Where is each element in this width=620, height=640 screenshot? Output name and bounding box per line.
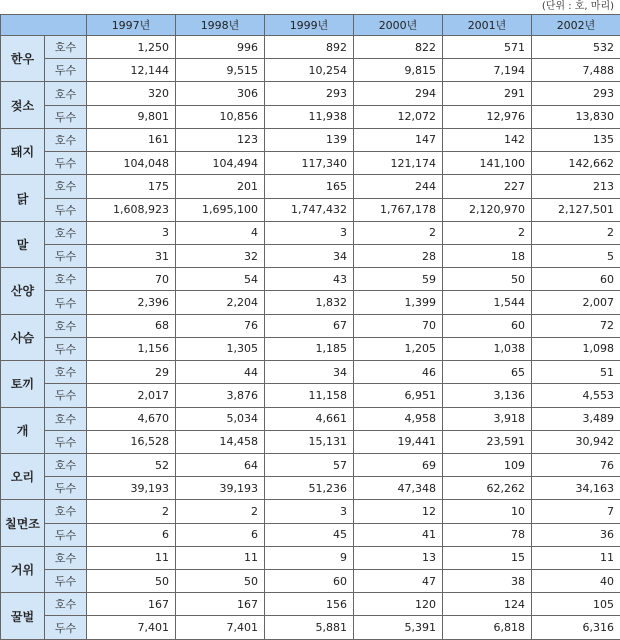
value-cell: 15	[443, 546, 532, 569]
category-cell: 칠면조	[1, 500, 45, 546]
table-row	[1, 36, 620, 59]
category-cell: 닭	[1, 175, 45, 221]
value-cell: 9,801	[87, 105, 176, 128]
value-cell: 6	[176, 523, 265, 546]
value-cell: 175	[87, 175, 176, 198]
year-header: 2000년	[354, 15, 443, 36]
value-cell: 6,818	[443, 616, 532, 640]
value-cell: 1,098	[532, 337, 620, 360]
sub-label-cell: 호수	[45, 453, 87, 476]
value-cell: 147	[354, 128, 443, 151]
value-cell: 3	[265, 221, 354, 244]
value-cell: 142,662	[532, 152, 620, 175]
value-cell: 10,254	[265, 59, 354, 82]
value-cell: 69	[354, 453, 443, 476]
value-cell: 165	[265, 175, 354, 198]
value-cell: 70	[354, 314, 443, 337]
value-cell: 10,856	[176, 105, 265, 128]
value-cell: 36	[532, 523, 620, 546]
sub-label-cell: 두수	[45, 291, 87, 314]
table-row	[1, 175, 620, 198]
table-row	[1, 128, 620, 151]
category-cell: 사슴	[1, 314, 45, 360]
value-cell: 117,340	[265, 152, 354, 175]
category-cell: 산양	[1, 268, 45, 314]
value-cell: 50	[87, 570, 176, 593]
value-cell: 3,918	[443, 407, 532, 430]
value-cell: 571	[443, 36, 532, 59]
table-row	[1, 291, 620, 314]
value-cell: 161	[87, 128, 176, 151]
sub-label-cell: 호수	[45, 221, 87, 244]
value-cell: 40	[532, 570, 620, 593]
sub-label-cell: 호수	[45, 314, 87, 337]
value-cell: 50	[443, 268, 532, 291]
value-cell: 12,072	[354, 105, 443, 128]
value-cell: 38	[443, 570, 532, 593]
value-cell: 3,876	[176, 384, 265, 407]
value-cell: 5,391	[354, 616, 443, 640]
value-cell: 51,236	[265, 477, 354, 500]
value-cell: 1,832	[265, 291, 354, 314]
category-cell: 말	[1, 221, 45, 267]
value-cell: 54	[176, 268, 265, 291]
value-cell: 201	[176, 175, 265, 198]
table-row	[1, 152, 620, 175]
table-row	[1, 407, 620, 430]
unit-note: (단위 : 호, 마리)	[541, 1, 614, 12]
value-cell: 4,670	[87, 407, 176, 430]
table-row	[1, 198, 620, 221]
value-cell: 6,951	[354, 384, 443, 407]
value-cell: 123	[176, 128, 265, 151]
category-cell: 한우	[1, 36, 45, 82]
value-cell: 67	[265, 314, 354, 337]
sub-label-cell: 호수	[45, 546, 87, 569]
value-cell: 2	[354, 221, 443, 244]
table-row	[1, 477, 620, 500]
header-row	[1, 15, 620, 36]
value-cell: 13,830	[532, 105, 620, 128]
value-cell: 16,528	[87, 430, 176, 453]
value-cell: 3	[265, 500, 354, 523]
value-cell: 892	[265, 36, 354, 59]
value-cell: 7,401	[176, 616, 265, 640]
value-cell: 76	[176, 314, 265, 337]
value-cell: 19,441	[354, 430, 443, 453]
value-cell: 32	[176, 244, 265, 267]
table-body	[1, 36, 620, 640]
table-row	[1, 430, 620, 453]
value-cell: 320	[87, 82, 176, 105]
table-row	[1, 268, 620, 291]
value-cell: 60	[532, 268, 620, 291]
value-cell: 105	[532, 593, 620, 616]
table-row	[1, 384, 620, 407]
value-cell: 2,204	[176, 291, 265, 314]
value-cell: 11,938	[265, 105, 354, 128]
value-cell: 6,316	[532, 616, 620, 640]
value-cell: 76	[532, 453, 620, 476]
value-cell: 47,348	[354, 477, 443, 500]
table-row	[1, 59, 620, 82]
value-cell: 57	[265, 453, 354, 476]
value-cell: 293	[265, 82, 354, 105]
value-cell: 50	[176, 570, 265, 593]
value-cell: 34,163	[532, 477, 620, 500]
value-cell: 9	[265, 546, 354, 569]
value-cell: 109	[443, 453, 532, 476]
value-cell: 124	[443, 593, 532, 616]
value-cell: 1,185	[265, 337, 354, 360]
category-cell: 개	[1, 407, 45, 453]
value-cell: 227	[443, 175, 532, 198]
table-row	[1, 314, 620, 337]
value-cell: 11	[532, 546, 620, 569]
sub-label-cell: 호수	[45, 128, 87, 151]
value-cell: 10	[443, 500, 532, 523]
sub-label-cell: 호수	[45, 268, 87, 291]
value-cell: 104,048	[87, 152, 176, 175]
year-header: 1998년	[176, 15, 265, 36]
value-cell: 72	[532, 314, 620, 337]
value-cell: 2,120,970	[443, 198, 532, 221]
value-cell: 167	[176, 593, 265, 616]
value-cell: 822	[354, 36, 443, 59]
value-cell: 43	[265, 268, 354, 291]
value-cell: 39,193	[87, 477, 176, 500]
value-cell: 156	[265, 593, 354, 616]
value-cell: 9,515	[176, 59, 265, 82]
table-row	[1, 616, 620, 640]
category-cell: 토끼	[1, 361, 45, 407]
value-cell: 2,007	[532, 291, 620, 314]
value-cell: 1,156	[87, 337, 176, 360]
value-cell: 139	[265, 128, 354, 151]
value-cell: 5,881	[265, 616, 354, 640]
table-row	[1, 500, 620, 523]
value-cell: 14,458	[176, 430, 265, 453]
value-cell: 4,553	[532, 384, 620, 407]
year-header: 2001년	[443, 15, 532, 36]
value-cell: 2	[176, 500, 265, 523]
value-cell: 244	[354, 175, 443, 198]
sub-label-cell: 두수	[45, 152, 87, 175]
sub-label-cell: 두수	[45, 523, 87, 546]
sub-label-cell: 호수	[45, 593, 87, 616]
value-cell: 31	[87, 244, 176, 267]
value-cell: 9,815	[354, 59, 443, 82]
value-cell: 6	[87, 523, 176, 546]
sub-label-cell: 두수	[45, 616, 87, 640]
value-cell: 78	[443, 523, 532, 546]
value-cell: 51	[532, 361, 620, 384]
sub-label-cell: 두수	[45, 337, 87, 360]
table-row	[1, 546, 620, 569]
value-cell: 65	[443, 361, 532, 384]
sub-label-cell: 호수	[45, 500, 87, 523]
value-cell: 68	[87, 314, 176, 337]
value-cell: 294	[354, 82, 443, 105]
value-cell: 3,489	[532, 407, 620, 430]
value-cell: 41	[354, 523, 443, 546]
value-cell: 142	[443, 128, 532, 151]
category-cell: 오리	[1, 453, 45, 499]
value-cell: 70	[87, 268, 176, 291]
table-row	[1, 361, 620, 384]
value-cell: 59	[354, 268, 443, 291]
table-row	[1, 453, 620, 476]
value-cell: 532	[532, 36, 620, 59]
value-cell: 306	[176, 82, 265, 105]
header-corner	[1, 15, 87, 36]
value-cell: 11	[176, 546, 265, 569]
value-cell: 30,942	[532, 430, 620, 453]
value-cell: 1,747,432	[265, 198, 354, 221]
year-header: 2002년	[532, 15, 620, 36]
sub-label-cell: 두수	[45, 430, 87, 453]
value-cell: 996	[176, 36, 265, 59]
value-cell: 2	[532, 221, 620, 244]
value-cell: 2,396	[87, 291, 176, 314]
value-cell: 4,958	[354, 407, 443, 430]
value-cell: 7,194	[443, 59, 532, 82]
value-cell: 1,544	[443, 291, 532, 314]
table-row	[1, 570, 620, 593]
value-cell: 60	[443, 314, 532, 337]
table-row	[1, 593, 620, 616]
table-row	[1, 105, 620, 128]
value-cell: 2,017	[87, 384, 176, 407]
value-cell: 2	[87, 500, 176, 523]
value-cell: 12,976	[443, 105, 532, 128]
sub-label-cell: 두수	[45, 477, 87, 500]
value-cell: 1,250	[87, 36, 176, 59]
value-cell: 62,262	[443, 477, 532, 500]
sub-label-cell: 호수	[45, 175, 87, 198]
value-cell: 1,038	[443, 337, 532, 360]
value-cell: 7	[532, 500, 620, 523]
sub-label-cell: 호수	[45, 361, 87, 384]
value-cell: 44	[176, 361, 265, 384]
value-cell: 52	[87, 453, 176, 476]
year-header: 1999년	[265, 15, 354, 36]
value-cell: 291	[443, 82, 532, 105]
category-cell: 거위	[1, 546, 45, 592]
sub-label-cell: 두수	[45, 105, 87, 128]
table-row	[1, 523, 620, 546]
value-cell: 1,399	[354, 291, 443, 314]
value-cell: 3	[87, 221, 176, 244]
value-cell: 135	[532, 128, 620, 151]
value-cell: 34	[265, 361, 354, 384]
value-cell: 45	[265, 523, 354, 546]
table-row	[1, 221, 620, 244]
year-header: 1997년	[87, 15, 176, 36]
value-cell: 7,488	[532, 59, 620, 82]
value-cell: 104,494	[176, 152, 265, 175]
value-cell: 18	[443, 244, 532, 267]
sub-label-cell: 두수	[45, 198, 87, 221]
value-cell: 34	[265, 244, 354, 267]
category-cell: 돼지	[1, 128, 45, 174]
value-cell: 4	[176, 221, 265, 244]
value-cell: 293	[532, 82, 620, 105]
value-cell: 141,100	[443, 152, 532, 175]
sub-label-cell: 두수	[45, 570, 87, 593]
value-cell: 29	[87, 361, 176, 384]
value-cell: 4,661	[265, 407, 354, 430]
value-cell: 121,174	[354, 152, 443, 175]
value-cell: 39,193	[176, 477, 265, 500]
value-cell: 3,136	[443, 384, 532, 407]
value-cell: 15,131	[265, 430, 354, 453]
sub-label-cell: 호수	[45, 82, 87, 105]
value-cell: 7,401	[87, 616, 176, 640]
table-row	[1, 244, 620, 267]
value-cell: 1,205	[354, 337, 443, 360]
sub-label-cell: 두수	[45, 59, 87, 82]
livestock-table	[0, 14, 620, 640]
value-cell: 64	[176, 453, 265, 476]
value-cell: 47	[354, 570, 443, 593]
value-cell: 11,158	[265, 384, 354, 407]
value-cell: 28	[354, 244, 443, 267]
value-cell: 1,608,923	[87, 198, 176, 221]
sub-label-cell: 두수	[45, 244, 87, 267]
category-cell: 꿀벌	[1, 593, 45, 640]
value-cell: 11	[87, 546, 176, 569]
value-cell: 1,767,178	[354, 198, 443, 221]
value-cell: 213	[532, 175, 620, 198]
sub-label-cell: 호수	[45, 36, 87, 59]
value-cell: 12,144	[87, 59, 176, 82]
value-cell: 1,305	[176, 337, 265, 360]
value-cell: 13	[354, 546, 443, 569]
value-cell: 120	[354, 593, 443, 616]
value-cell: 12	[354, 500, 443, 523]
sub-label-cell: 두수	[45, 384, 87, 407]
category-cell: 젖소	[1, 82, 45, 128]
value-cell: 23,591	[443, 430, 532, 453]
table-row	[1, 82, 620, 105]
value-cell: 2	[443, 221, 532, 244]
value-cell: 167	[87, 593, 176, 616]
value-cell: 5	[532, 244, 620, 267]
value-cell: 1,695,100	[176, 198, 265, 221]
value-cell: 2,127,501	[532, 198, 620, 221]
sub-label-cell: 호수	[45, 407, 87, 430]
value-cell: 60	[265, 570, 354, 593]
value-cell: 46	[354, 361, 443, 384]
value-cell: 5,034	[176, 407, 265, 430]
table-row	[1, 337, 620, 360]
